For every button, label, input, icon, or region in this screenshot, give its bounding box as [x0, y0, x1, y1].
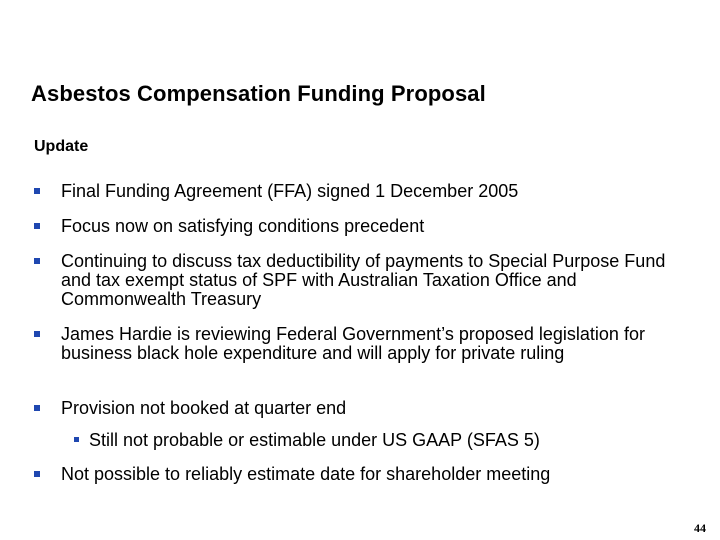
bullet-text: Focus now on satisfying conditions precedent [61, 216, 425, 236]
bullet-text: Continuing to discuss tax deductibility of payments to Special Purpose Fund and tax exempt status of SPF with Australian Taxation Office and Commonwealth Treasury [61, 251, 666, 309]
sub-bullet-text: Still not probable or estimable under US GAAP (SFAS 5) [89, 430, 540, 450]
page-number: 44 [694, 521, 706, 535]
bullet-marker-icon [34, 188, 40, 194]
bullet-text: Not possible to reliably estimate date for shareholder meeting [61, 464, 551, 484]
bullet-marker-icon [34, 471, 40, 477]
slide-subtitle: Update [34, 138, 89, 155]
sub-bullet-marker-icon [74, 437, 79, 442]
slide-title: Asbestos Compensation Funding Proposal [31, 81, 486, 106]
bullet-text: James Hardie is reviewing Federal Government’s proposed legislation for business black hole expenditure and will apply for private ruling [61, 324, 645, 363]
bullet-text: Final Funding Agreement (FFA) signed 1 December 2005 [61, 181, 519, 201]
bullet-marker-icon [34, 405, 40, 411]
bullet-marker-icon [34, 331, 40, 337]
bullet-marker-icon [34, 258, 40, 264]
bullet-text: Provision not booked at quarter end [61, 398, 347, 418]
bullet-marker-icon [34, 223, 40, 229]
